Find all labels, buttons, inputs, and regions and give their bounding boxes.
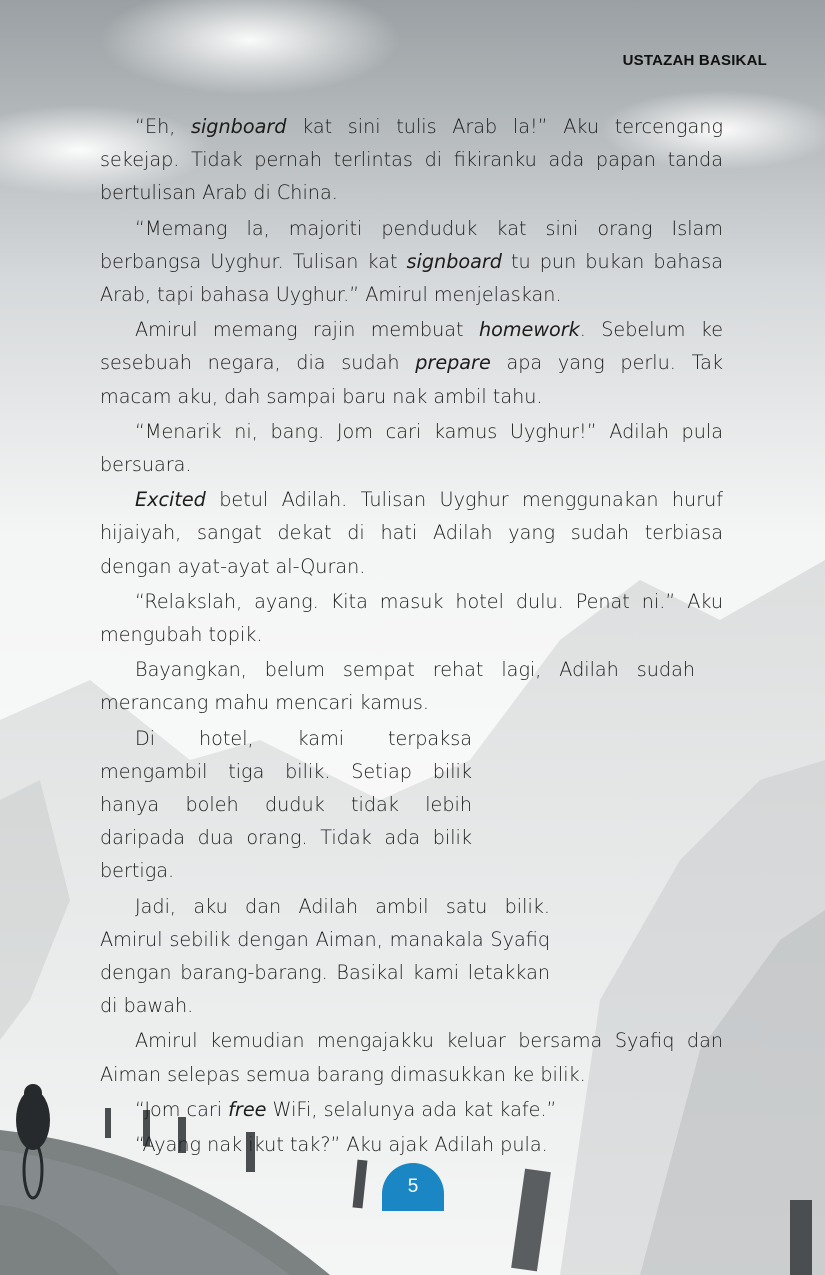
paragraph: “Ayang nak ikut tak?” Aku ajak Adilah pula. — [135, 1133, 548, 1157]
running-header: USTAZAH BASIKAL — [622, 52, 767, 69]
paragraph: “Relakslah, ayang. Kita masuk hotel dulu. Penat ni.” Aku mengubah topik. — [100, 589, 723, 647]
paragraph: Excited betul Adilah. Tulisan Uyghur menggunakan huruf hijaiyah, sangat dekat di hati Adilah yang sudah terbiasa dengan ayat-ayat al-Quran. — [100, 488, 723, 578]
paragraph: Amirul kemudian mengajakku keluar bersama Syafiq dan Aiman selepas semua barang dimasukkan ke bilik. — [100, 1029, 723, 1086]
paragraph: Di hotel, kami terpaksa mengambil tiga bilik. Setiap bilik hanya boleh duduk tidak lebih daripada dua orang. Tidak ada bilik bertiga. — [100, 726, 472, 883]
paragraph: “Eh, signboard kat sini tulis Arab la!” Aku tercengang sekejap. Tidak pernah terlintas di fikiranku ada papan tanda bertulisan Arab di China. — [100, 115, 723, 205]
chapter-body — [100, 110, 723, 1163]
paragraph: Jadi, aku dan Adilah ambil satu bilik. Amirul sebilik dengan Aiman, manakala Syafiq dengan barang-barang. Basikal kami letakkan di bawah. — [100, 894, 550, 1018]
page-number-badge: 5 — [382, 1163, 444, 1211]
paragraph: Amirul memang rajin membuat homework. Sebelum ke sesebuah negara, dia sudah prepare apa yang perlu. Tak macam aku, dah sampai baru nak ambil tahu. — [100, 318, 723, 408]
paragraph: Bayangkan, belum sempat rehat lagi, Adilah sudah merancang mahu mencari kamus. — [100, 658, 695, 715]
paragraph: “Menarik ni, bang. Jom cari kamus Uyghur!” Adilah pula bersuara. — [100, 419, 723, 477]
paragraph: “Memang la, majoriti penduduk kat sini orang Islam berbangsa Uyghur. Tulisan kat signboard tu pun bukan bahasa Arab, tapi bahasa Uyghur.” Amirul menjelaskan. — [100, 216, 723, 307]
paragraph: “Jom cari free WiFi, selalunya ada kat kafe.” — [135, 1097, 557, 1121]
